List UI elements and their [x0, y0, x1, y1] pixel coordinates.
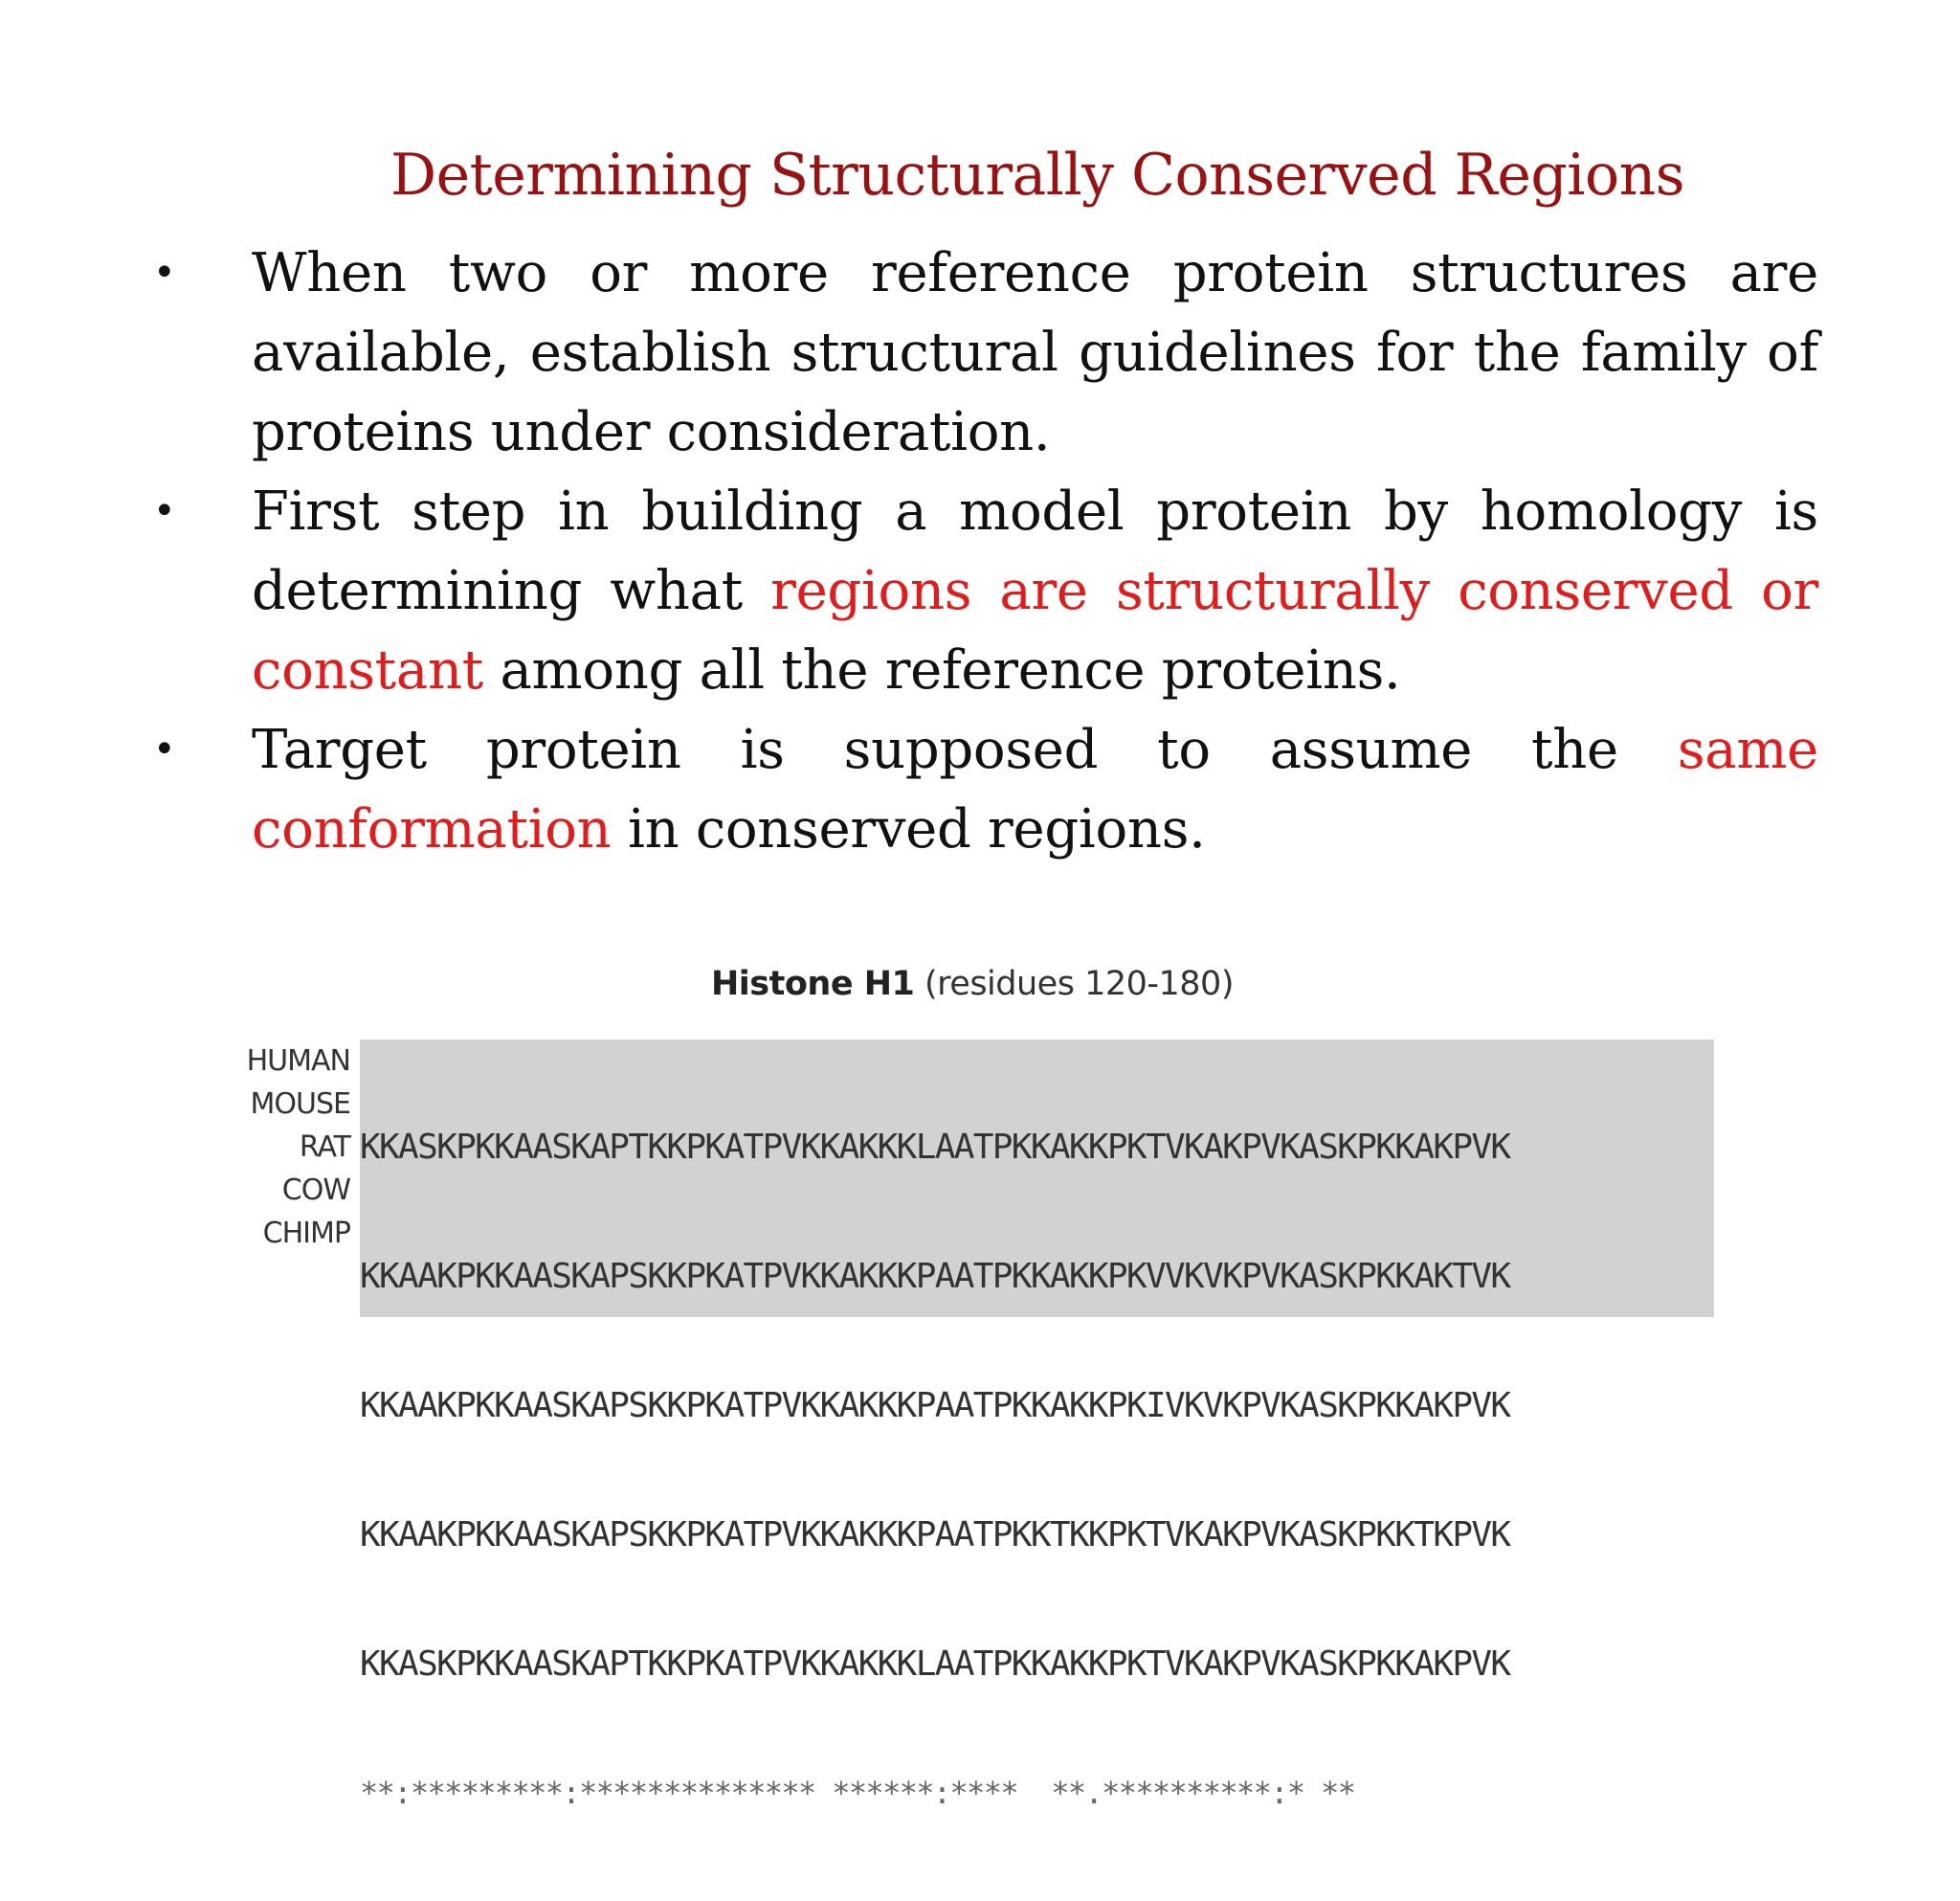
species-label: CHIMP — [262, 1217, 350, 1250]
bullet-2-text-a: First step in building a model protein by homology is determining what — [252, 481, 1818, 622]
species-label: HUMAN — [246, 1044, 350, 1078]
species-label: RAT — [299, 1130, 350, 1164]
figure-title-rest: (residues 120-180) — [914, 965, 1234, 1003]
bullet-3-highlight: same conformation — [252, 719, 1818, 861]
bullet-item — [144, 710, 1818, 869]
bullet-list — [144, 234, 1818, 869]
sequence-row: KKAAKPKKAASKAPSKKPKATPVKKAKKKPAATPKKAKKPKVVKVKPVKASKPKKAKTVK — [360, 1257, 1510, 1296]
bullet-item — [144, 472, 1818, 710]
bullet-dot-icon: • — [153, 489, 176, 533]
sequence-row: KKASKPKKAASKAPTKKPKATPVKKAKKKLAATPKKAKKPKTVKAKPVKASKPKKAKPVK — [360, 1644, 1510, 1684]
slide-title: Determining Structurally Conserved Regions — [390, 142, 1685, 209]
bullet-dot-icon: • — [153, 727, 176, 772]
species-label: MOUSE — [250, 1087, 350, 1121]
bullet-2-highlight: regions are structurally conserved or constant — [252, 560, 1818, 702]
bullet-3-text-a: Target protein is supposed to assume the — [252, 719, 1678, 781]
bullet-1-text: When two or more reference protein structures are available, establish structural guidelines for the family of proteins under consideration. — [252, 242, 1818, 463]
figure-title — [216, 965, 1728, 1003]
bullet-item — [144, 234, 1818, 472]
bullet-3-text-b: in conserved regions. — [611, 798, 1206, 861]
consensus-row: **:*********:************** ******:**** **.**********:* ** — [360, 1775, 1355, 1811]
sequence-alignment — [360, 1040, 1714, 1811]
bullet-dot-icon: • — [153, 251, 176, 295]
species-label: COW — [281, 1174, 350, 1207]
alignment-figure — [216, 965, 1728, 1811]
figure-title-bold: Histone H1 — [711, 965, 915, 1003]
sequence-row: KKAAKPKKAASKAPSKKPKATPVKKAKKKPAATPKKAKKPKIVKVKPVKASKPKKAKPVK — [360, 1386, 1510, 1425]
sequence-row: KKASKPKKAASKAPTKKPKATPVKKAKKKLAATPKKAKKPKTVKAKPVKASKPKKAKPVK — [360, 1128, 1510, 1167]
species-labels — [216, 1040, 350, 1255]
sequence-row: KKAAKPKKAASKAPSKKPKATPVKKAKKKPAATPKKTKKPKTVKAKPVKASKPKKTKPVK — [360, 1515, 1510, 1554]
bullet-2-text-b: among all the reference proteins. — [482, 639, 1401, 702]
